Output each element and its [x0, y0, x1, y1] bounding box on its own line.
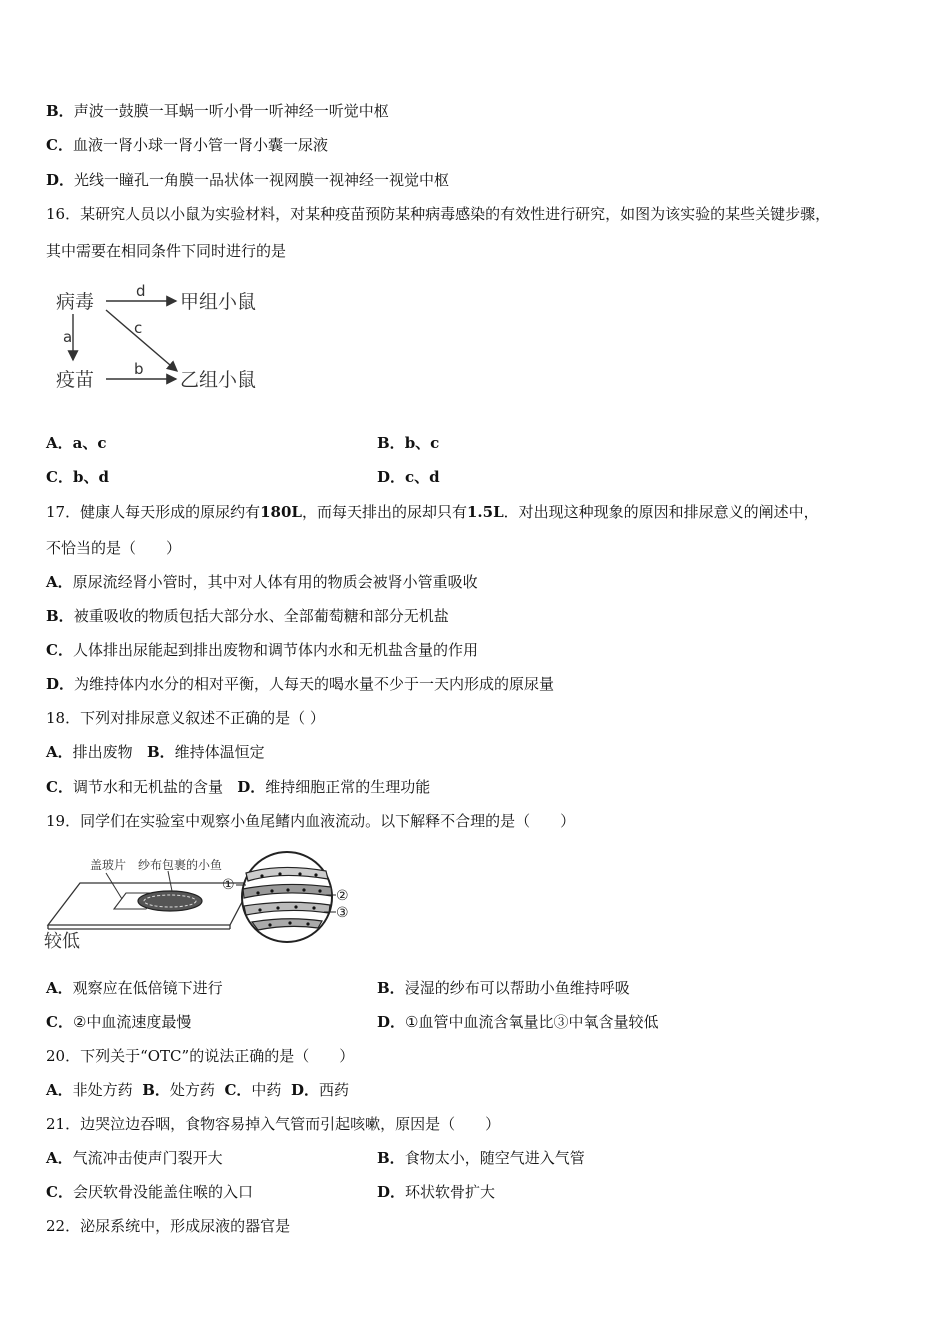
fish-in-gauze	[138, 891, 202, 911]
arrow-b-label: b	[134, 360, 144, 378]
q19-stem: 19．同学们在实验室中观察小鱼尾鳍内血液流动。以下解释不合理的是（ ）	[46, 812, 576, 830]
q21-option-d: D．环状软骨扩大	[377, 1183, 496, 1201]
gauze-fish-label: 纱布包裹的小鱼	[138, 858, 223, 872]
virus-label: 病毒	[56, 291, 95, 313]
q19-option-d: D．①血管中血流含氧量比③中氧含量较低	[377, 1013, 659, 1031]
arrow-d-label: d	[136, 282, 146, 300]
q16-stem-line2: 其中需要在相同条件下同时进行的是	[46, 242, 287, 260]
q16-option-b: B．b、c	[377, 434, 440, 452]
q18-options-cd: C．调节水和无机盐的含量 D．维持细胞正常的生理功能	[46, 778, 431, 796]
caption-label: 较低	[44, 931, 80, 952]
q16-option-c: C．b、d	[46, 468, 109, 486]
q21-stem: 21．边哭泣边吞咽，食物容易掉入气管而引起咳嗽，原因是（ ）	[46, 1115, 501, 1133]
coverslip-label: 盖玻片	[90, 858, 127, 872]
q17-stem-line2: 不恰当的是（ ）	[46, 539, 182, 557]
q15-option-c: C．血液一肾小球一肾小管一肾小囊一尿液	[46, 136, 328, 154]
q17-option-d: D．为维持体内水分的相对平衡，人每天的喝水量不少于一天内形成的原尿量	[46, 675, 555, 693]
group-jia-label: 甲组小鼠	[180, 291, 257, 313]
q21-option-a: A．气流冲击使声门裂开大	[46, 1149, 223, 1167]
q20-options: A．非处方药 B．处方药 C．中药 D．西药	[46, 1081, 349, 1099]
arrow-a-label: a	[63, 328, 73, 346]
mark-1-label: ①	[222, 877, 235, 893]
mark-2-label: ②	[336, 888, 349, 904]
q17-option-c: C．人体排出尿能起到排出废物和调节体内水和无机盐含量的作用	[46, 641, 478, 659]
q21-option-c: C．会厌软骨没能盖住喉的入口	[46, 1183, 253, 1201]
q16-experiment-diagram	[50, 278, 280, 398]
q20-stem: 20．下列关于“OTC”的说法正确的是（ ）	[46, 1047, 355, 1065]
q16-stem-line1: 16．某研究人员以小鼠为实验材料，对某种疫苗预防某种病毒感染的有效性进行研究，如图为该实验的某些关键步骤，	[46, 205, 831, 223]
q17-stem-line1: 17．健康人每天形成的原尿约有180L，而每天排出的尿却只有1.5L．对出现这种现象的原因和排尿意义的阐述中，	[46, 503, 819, 521]
q16-option-d: D．c、d	[377, 468, 440, 486]
q15-option-d: D．光线一瞳孔一角膜一品状体一视网膜一视神经一视觉中枢	[46, 171, 450, 189]
q17-option-b: B．被重吸收的物质包括大部分水、全部葡萄糖和部分无机盐	[46, 607, 449, 625]
q17-option-a: A．原尿流经肾小管时，其中对人体有用的物质会被肾小管重吸收	[46, 573, 478, 591]
vaccine-label: 疫苗	[56, 369, 95, 391]
q19-option-b: B．浸湿的纱布可以帮助小鱼维持呼吸	[377, 979, 630, 997]
q19-microscope-figure	[40, 845, 380, 955]
microscope-field	[242, 852, 332, 942]
q21-option-b: B．食物太小，随空气进入气管	[377, 1149, 585, 1167]
mark-3-label: ③	[336, 905, 349, 921]
q22-stem: 22．泌尿系统中，形成尿液的器官是	[46, 1217, 291, 1235]
q19-option-c: C．②中血流速度最慢	[46, 1013, 192, 1031]
q16-option-a: A．a、c	[46, 434, 107, 452]
arrow-c-label: c	[134, 319, 143, 337]
group-yi-label: 乙组小鼠	[180, 369, 257, 391]
q15-option-b: B．声波一鼓膜一耳蜗一听小骨一听神经一听觉中枢	[46, 102, 389, 120]
q18-stem: 18．下列对排尿意义叙述不正确的是（ ）	[46, 709, 325, 727]
q18-options-ab: A．排出废物 B．维持体温恒定	[46, 743, 265, 761]
q19-option-a: A．观察应在低倍镜下进行	[46, 979, 223, 997]
